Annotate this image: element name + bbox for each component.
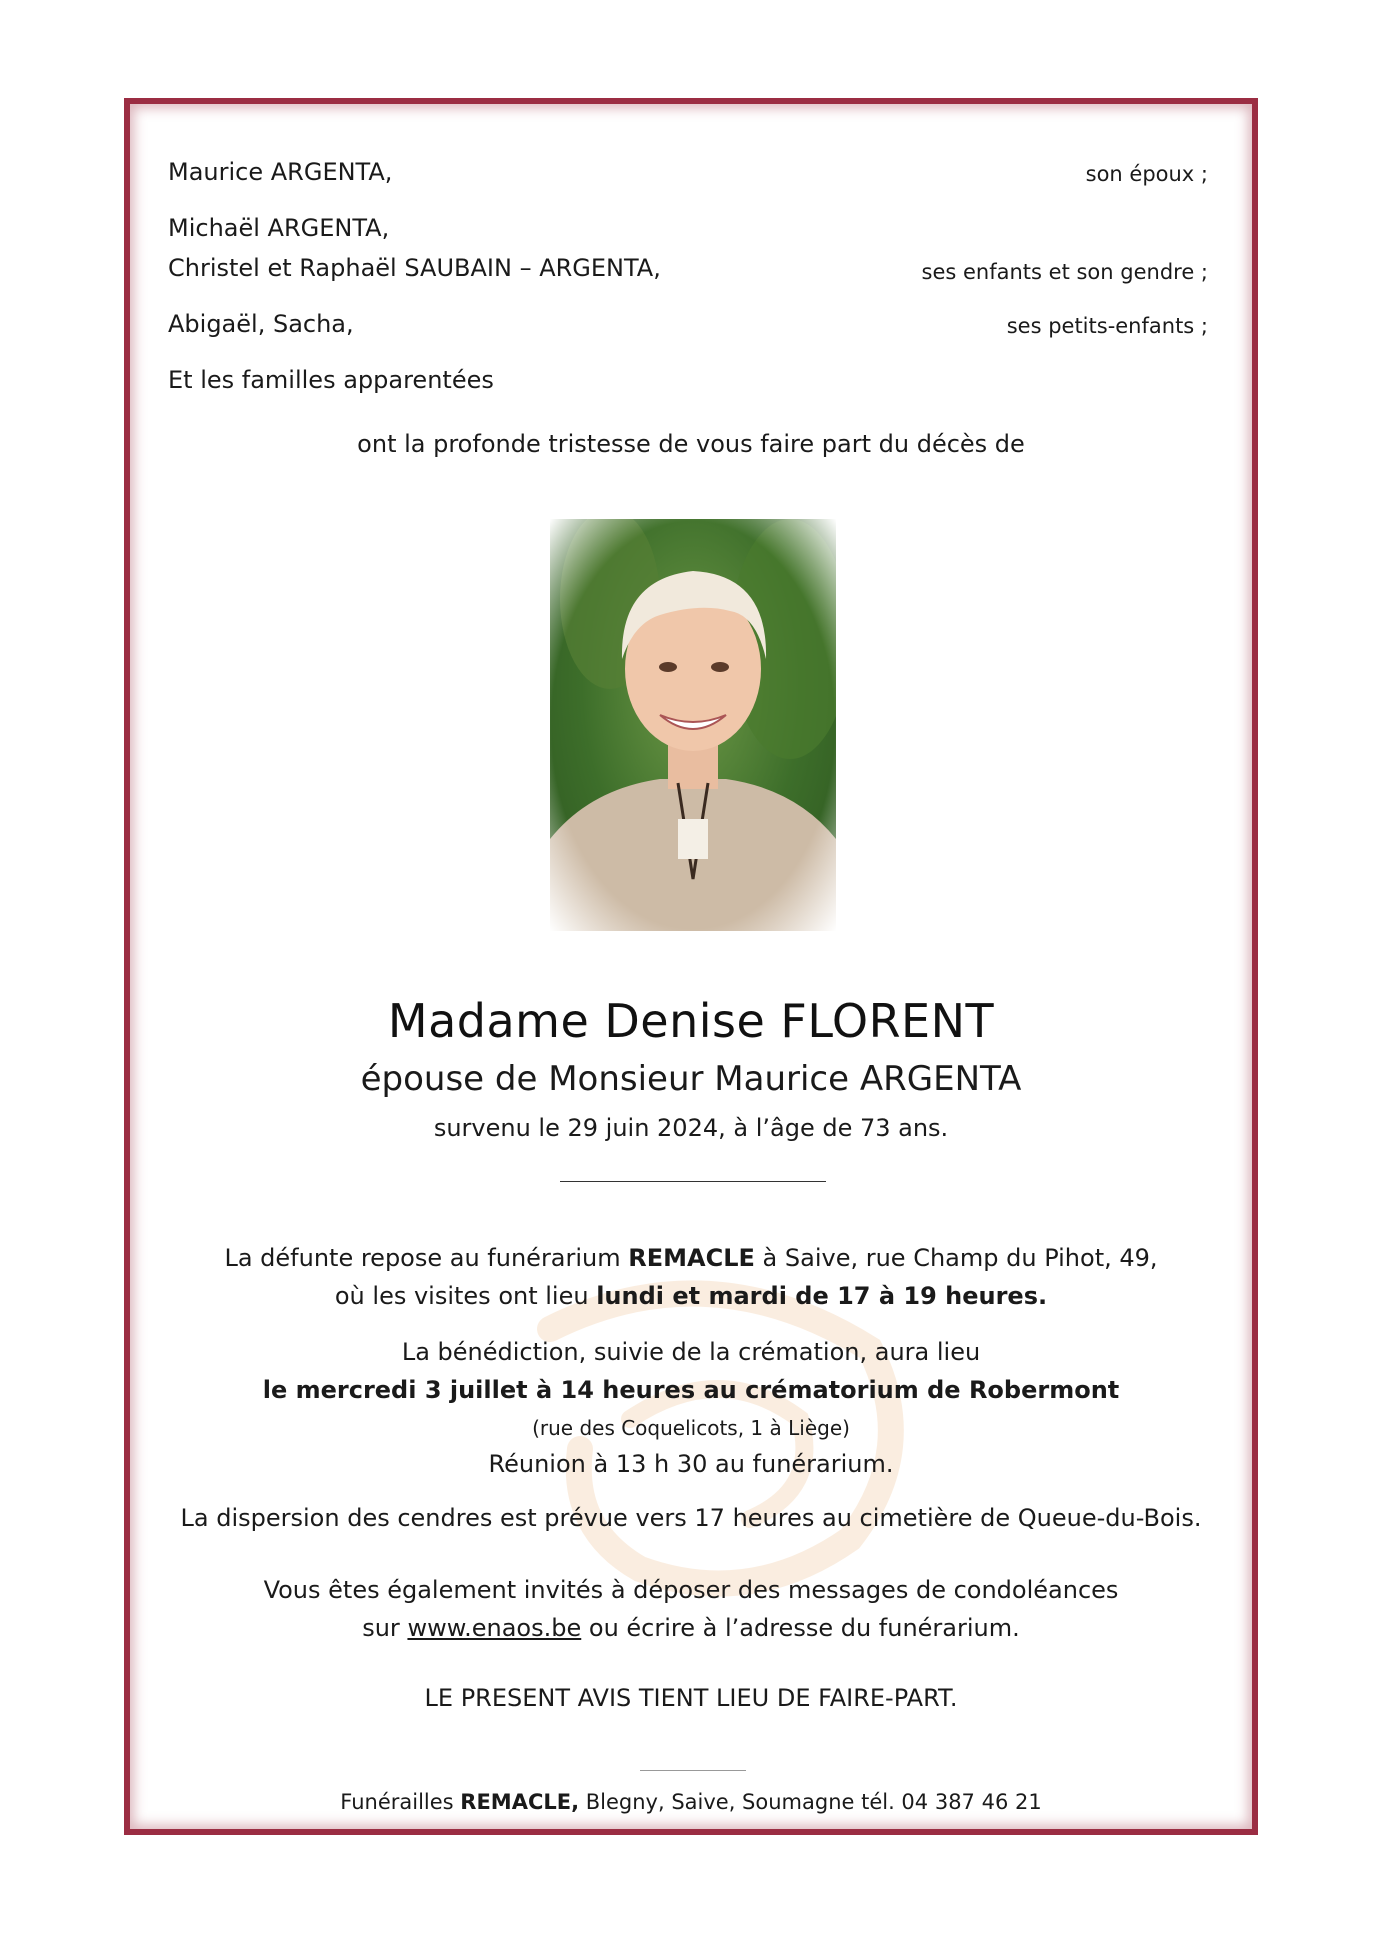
repose-address: à Saive, rue Champ du Pihot, 49, <box>754 1244 1158 1272</box>
family-relation: ses petits-enfants ; <box>1006 314 1208 338</box>
funeral-home-name: REMACLE <box>628 1244 755 1272</box>
repose-line-2 <box>130 1282 1252 1310</box>
deceased-date: survenu le 29 juin 2024, à l’âge de 73 ans. <box>433 1114 949 1142</box>
section-divider <box>560 1181 826 1182</box>
family-name: Michaël ARGENTA, <box>168 214 390 242</box>
family-relation: son époux ; <box>1085 162 1208 186</box>
repose-text: La défunte repose au funérarium <box>224 1244 629 1272</box>
ceremony-line-2: le mercredi 3 juillet à 14 heures au crématorium de Robermont <box>262 1376 1120 1404</box>
family-name: Et les familles apparentées <box>168 366 494 394</box>
visits-schedule: lundi et mardi de 17 à 19 heures. <box>596 1282 1048 1310</box>
footer-text: Funérailles <box>340 1790 461 1814</box>
page-border <box>124 98 1258 1835</box>
dispersion-line: La dispersion des cendres est prévue vers 17 heures au cimetière de Queue-du-Bois. <box>180 1504 1202 1532</box>
condolences-text: sur <box>362 1614 408 1642</box>
ceremony-line-4: Réunion à 13 h 30 au funérarium. <box>488 1450 894 1478</box>
condolences-line-2 <box>130 1614 1252 1642</box>
ceremony-line-3: (rue des Coquelicots, 1 à Liège) <box>532 1416 850 1440</box>
footer-divider <box>640 1770 746 1771</box>
announcement-intro: ont la profonde tristesse de vous faire part du décès de <box>357 430 1025 458</box>
ceremony-line-1: La bénédiction, suivie de la crémation, aura lieu <box>401 1338 981 1366</box>
family-name: Maurice ARGENTA, <box>168 158 393 186</box>
family-name: Christel et Raphaël SAUBAIN – ARGENTA, <box>168 254 661 282</box>
deceased-spouse: épouse de Monsieur Maurice ARGENTA <box>360 1059 1022 1099</box>
condolences-link[interactable]: www.enaos.be <box>407 1614 582 1642</box>
footer-company: REMACLE, <box>460 1790 580 1814</box>
visits-text: où les visites ont lieu <box>334 1282 597 1310</box>
family-name: Abigaël, Sacha, <box>168 310 354 338</box>
repose-line-1 <box>130 1244 1252 1272</box>
deceased-name: Madame Denise FLORENT <box>387 994 995 1048</box>
portrait-illustration <box>550 519 836 931</box>
portrait-photo <box>550 519 836 931</box>
condolences-line-1: Vous êtes également invités à déposer des messages de condoléances <box>263 1576 1119 1604</box>
family-relation: ses enfants et son gendre ; <box>921 260 1208 284</box>
condolences-text: ou écrire à l’adresse du funérarium. <box>581 1614 1020 1642</box>
notice-line: LE PRESENT AVIS TIENT LIEU DE FAIRE-PART. <box>424 1684 958 1712</box>
footer-line <box>130 1790 1252 1814</box>
footer-contact: Blegny, Saive, Soumagne tél. 04 387 46 21 <box>579 1790 1042 1814</box>
